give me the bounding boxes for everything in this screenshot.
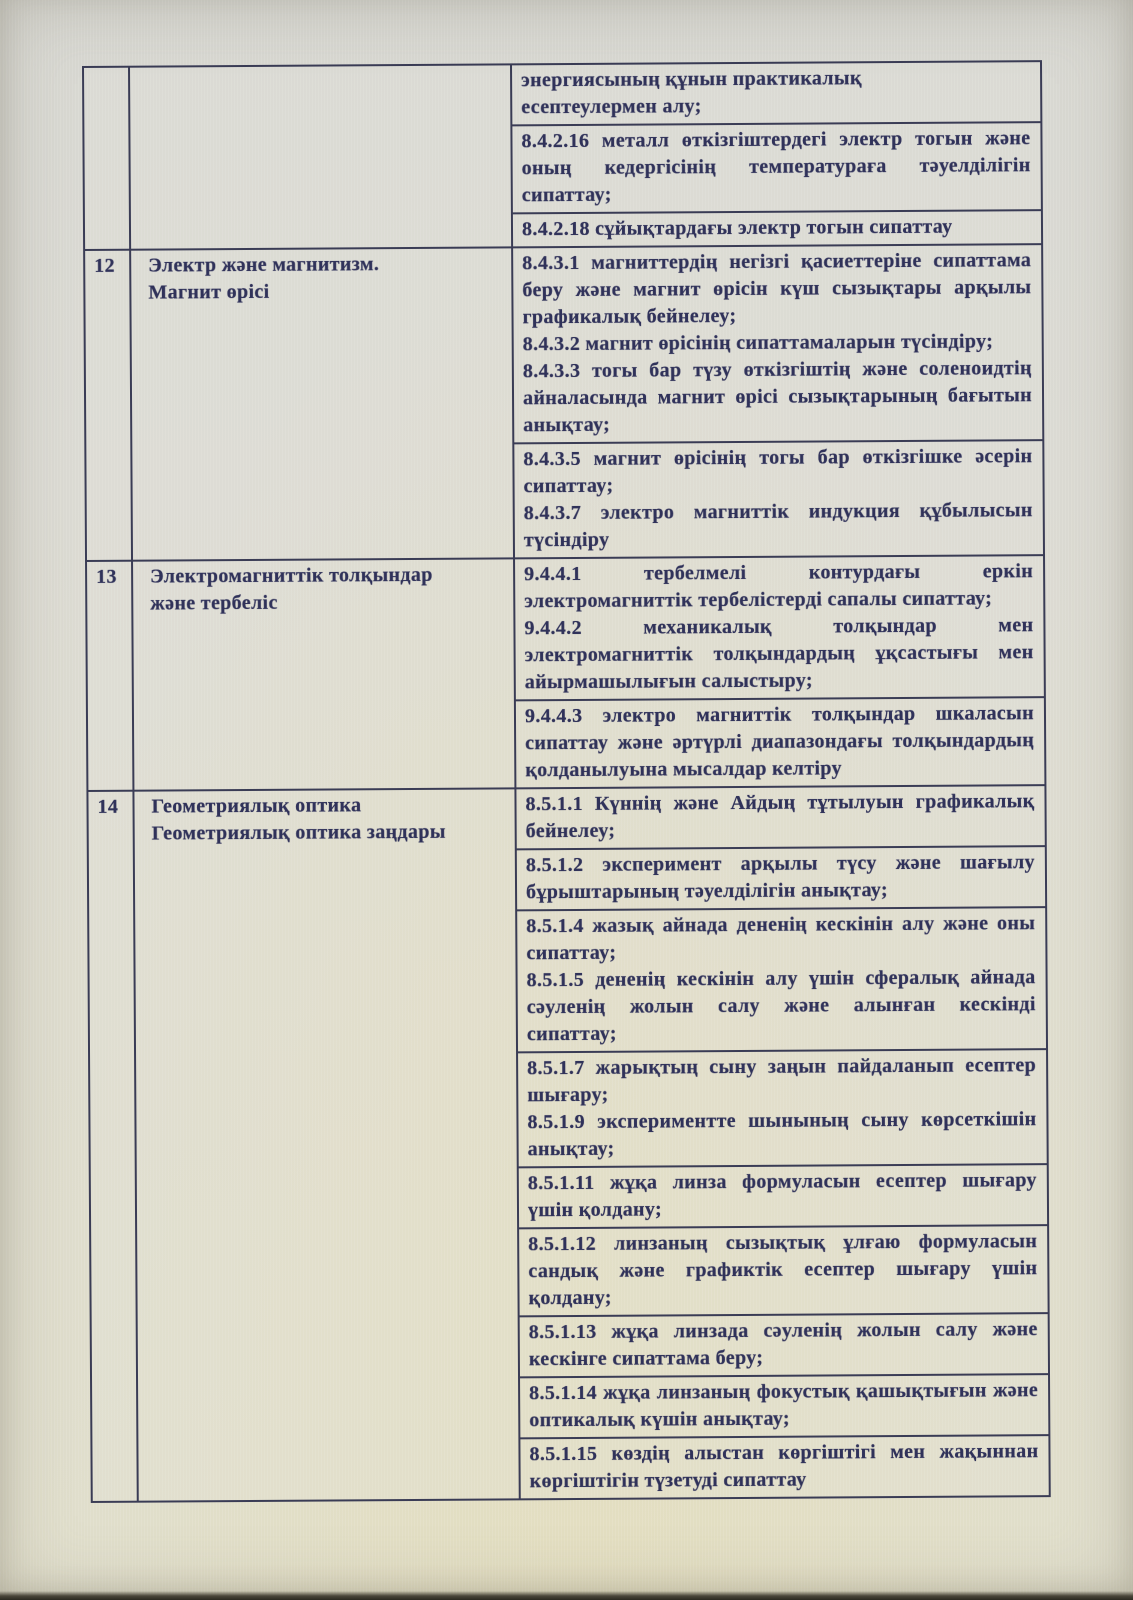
objectives-cell (512, 62, 1041, 246)
objective-text: 8.5.1.12 линзаның сызықтық ұлғаю формуласын сандық және графиктік есептер шығару үшін қолдану; (528, 1230, 1038, 1310)
objective-group (519, 1226, 1048, 1317)
objective-group (513, 211, 1041, 246)
topic-cell (130, 65, 513, 248)
objective-group (517, 847, 1045, 911)
objective-text: 8.4.3.2 магнит өрісінің сипаттамаларын түсіндіру; (522, 330, 994, 356)
topic-line: Геометриялық оптика (151, 794, 362, 818)
objective-text: 9.4.4.2 механикалық толқындар мен электромагниттік толқындардың ұқсастығы мен айырмашылығын салыстыру; (524, 614, 1034, 694)
row-number-cell (85, 251, 133, 560)
table-row (84, 62, 1041, 249)
topic-line: Геометриялық оптика заңдары (151, 820, 446, 845)
objective-text: 8.5.1.4 жазық айнада дененің кескінін алу және оны сипаттау; (526, 912, 1036, 965)
row-number-cell (84, 68, 131, 249)
topic-cell (133, 559, 516, 789)
objectives-cell (516, 786, 1048, 1498)
row-number: 14 (97, 795, 119, 818)
topic-line: Электромагниттік толқындар (150, 563, 433, 588)
objective-text: 9.4.4.3 электро магниттік толқындар шкаласын сипаттау және әртүрлі диапазондағы толқындардың қолданылуына мысалдар келтіру (524, 702, 1035, 782)
objective-group (512, 123, 1041, 214)
objective-text: 8.5.1.13 жұқа линзада сәуленің жолын салу және кескінге сипаттама беру; (528, 1318, 1038, 1371)
row-number: 13 (96, 565, 117, 588)
row-number: 12 (94, 254, 115, 277)
objective-group (516, 786, 1044, 850)
photo-bottom-edge (0, 1591, 1133, 1600)
learning-objectives-table (82, 60, 1051, 1503)
objective-group (520, 1436, 1048, 1498)
table-row (88, 784, 1048, 1501)
objective-text: 8.5.1.1 Күннің және Айдың тұтылуын графикалық бейнелеу; (525, 790, 1035, 843)
objective-group (517, 908, 1046, 1053)
objective-group (520, 1314, 1048, 1378)
objective-group (512, 62, 1040, 126)
topic-line: Электр және магнитизм. (148, 253, 380, 277)
objectives-cell (513, 245, 1043, 557)
objective-text: 8.5.1.15 көздің алыстан көргіштігі мен жақыннан көргіштігін түзетуді сипаттау (529, 1440, 1039, 1493)
objective-group (515, 556, 1044, 701)
objective-text: 8.4.2.18 сұйықтардағы электр тогын сипаттау (521, 215, 953, 241)
objective-text: 8.5.1.7 жарықтың сыну заңын пайдаланып есептер шығару; (527, 1054, 1037, 1107)
table-row (85, 243, 1043, 560)
objective-group (513, 245, 1042, 444)
topic-cell (131, 248, 515, 559)
objective-text: 8.5.1.2 эксперимент арқылы түсу және шағылу бұрыштарының тәуелділігін анықтау; (525, 851, 1035, 904)
topic-line: Магнит өрісі (148, 280, 270, 304)
objective-text: 9.4.4.1 тербелмелі контурдағы еркін электромагниттік тербелістерді сапалы сипаттау; (524, 560, 1034, 613)
objective-group (514, 441, 1043, 557)
objective-group (520, 1375, 1048, 1439)
table-row (87, 554, 1044, 790)
objective-text: 8.4.2.16 металл өткізгіштердегі электр тогын және оның кедергісінің температураға тәуелділігін сипаттау; (521, 127, 1031, 207)
row-number-cell (87, 562, 134, 790)
objective-group (518, 1050, 1047, 1168)
objective-group (516, 698, 1045, 787)
objective-text: 8.5.1.5 дененің кескінін алу үшін сфералық айнада сәуленің жолын салу және алынған кескінді сипаттау; (526, 966, 1036, 1046)
objective-text: 8.4.3.3 тогы бар түзу өткізгіштің және соленоидтің айналасында магнит өрісі сызықтарының бағытын анықтау; (522, 357, 1033, 437)
objective-text: 8.5.1.14 жұқа линзаның фокустық қашықтығын және оптикалық күшін анықтау; (529, 1379, 1039, 1432)
row-number-cell (88, 792, 138, 1501)
objective-text: 8.5.1.11 жұқа линза формуласын есептер шығару үшін қолдану; (527, 1169, 1037, 1222)
objective-text: 8.4.3.5 магнит өрісінің тогы бар өткізгішке әсерін сипаттау; (523, 445, 1033, 498)
objective-text: 8.4.3.7 электро магниттік индукция құбылысын түсіндіру (523, 499, 1033, 552)
objective-text: 8.4.3.1 магниттердің негізгі қасиеттеріне сипаттама беру және магнит өрісін күш сызықтары арқылы графикалық бейнелеу; (522, 249, 1032, 329)
objectives-cell (515, 556, 1044, 787)
objective-text: энергиясының құнын практикалық есептеулермен алу; (521, 67, 862, 119)
objective-group (519, 1165, 1047, 1229)
topic-line: және тербеліс (150, 591, 278, 615)
topic-cell (134, 789, 520, 1500)
objective-text: 8.5.1.9 экспериментте шынының сыну көрсеткішін анықтау; (527, 1108, 1037, 1161)
